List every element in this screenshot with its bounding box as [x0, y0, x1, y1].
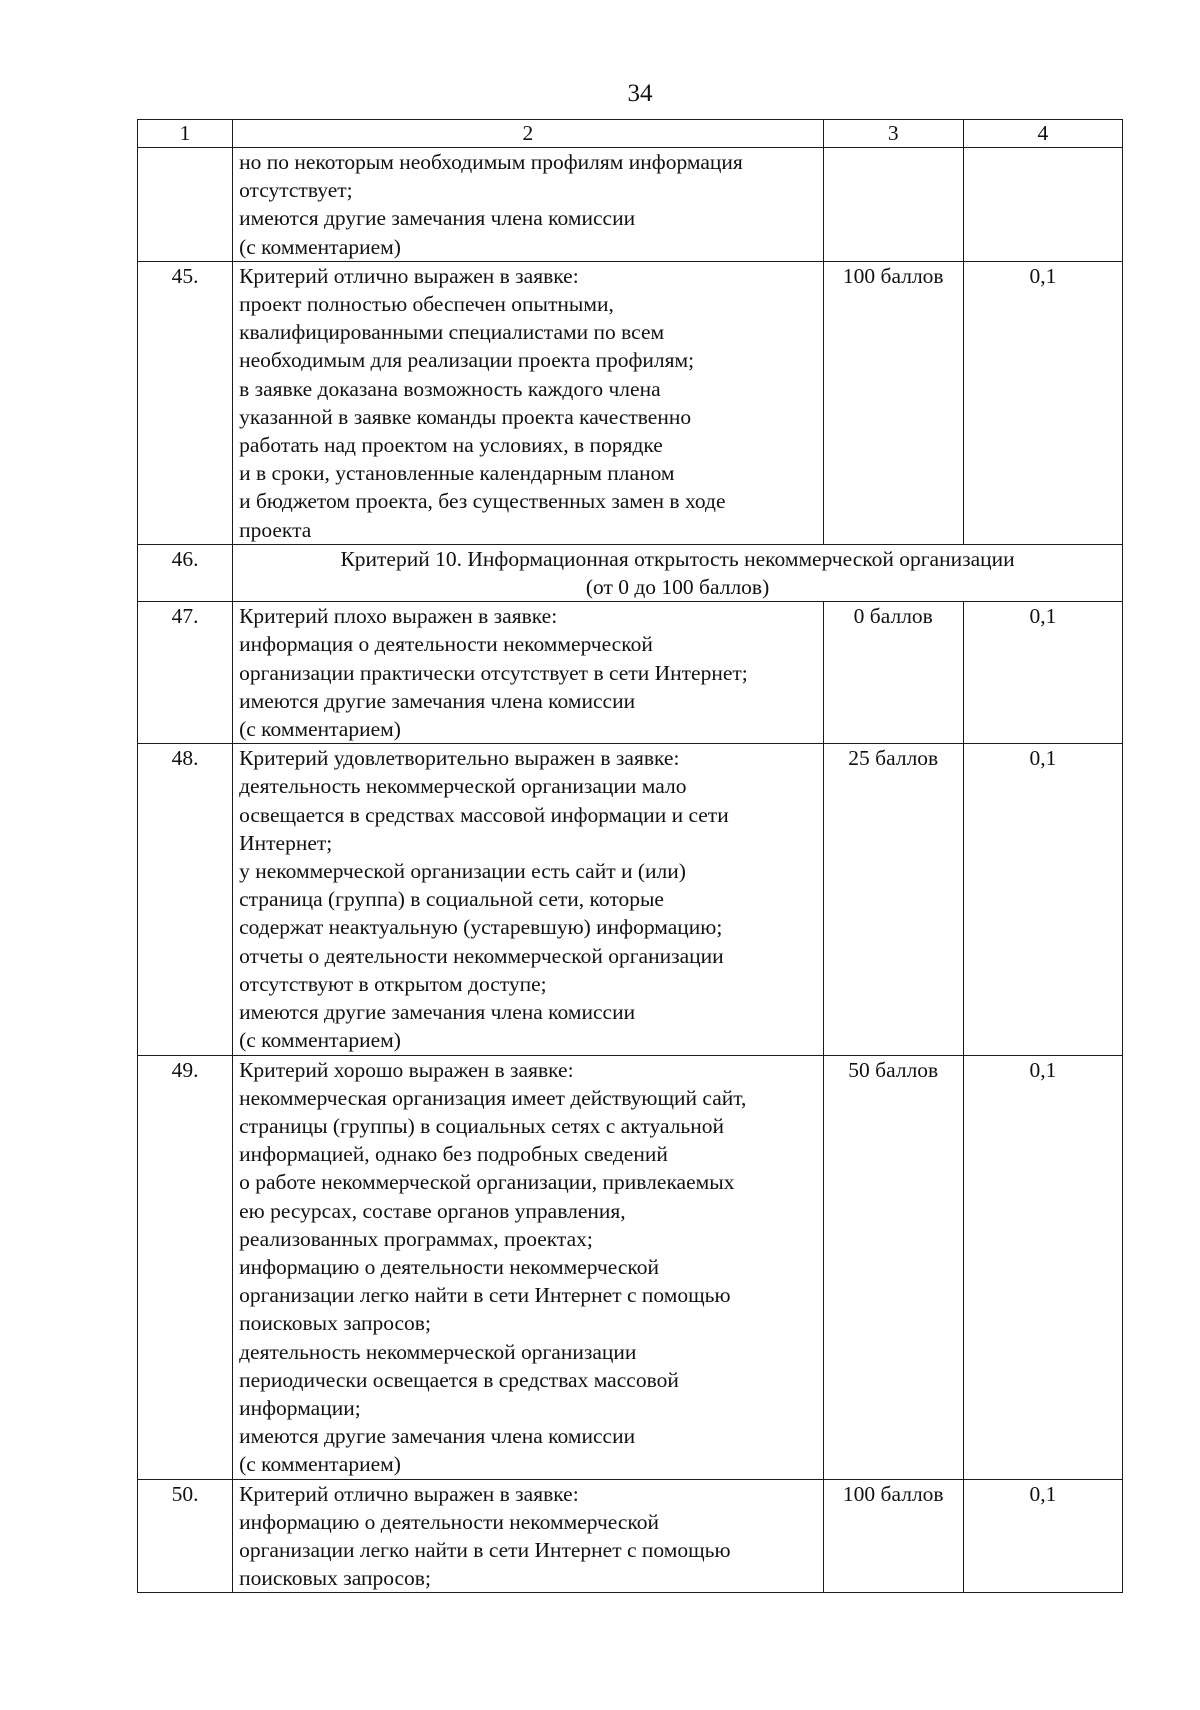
row-number — [138, 148, 233, 262]
description-line: (с комментарием) — [239, 234, 401, 259]
section-heading-line: (от 0 до 100 баллов) — [585, 575, 770, 600]
description-line: имеются другие замечания члена комиссии — [239, 688, 636, 713]
description-line: организации легко найти в сети Интернет с помощью — [239, 1537, 731, 1562]
description-line: в заявке доказана возможность каждого члена — [239, 376, 661, 401]
description-line: но по некоторым необходимым профилям информация — [239, 150, 743, 174]
weight-value: 0,1 — [963, 1479, 1122, 1593]
row-number: 46. — [138, 544, 233, 601]
description-line: поисковых запросов; — [239, 1311, 431, 1336]
description-line: проекта — [239, 517, 312, 542]
table-row — [138, 744, 1123, 1055]
description-line: Критерий отлично выражен в заявке: — [239, 263, 579, 288]
row-number: 47. — [138, 602, 233, 744]
description-line: организации практически отсутствует в сети Интернет; — [239, 660, 748, 685]
row-number: 49. — [138, 1055, 233, 1479]
description-line: имеются другие замечания члена комиссии — [239, 206, 636, 231]
section-heading-line: Критерий 10. Информационная открытость некоммерческой организации — [340, 546, 1015, 571]
table-row — [138, 602, 1123, 744]
description-line: (с комментарием) — [239, 1452, 401, 1477]
header-col-4: 4 — [963, 120, 1122, 148]
description-line: (с комментарием) — [239, 717, 401, 742]
description-line: необходимым для реализации проекта профилям; — [239, 348, 695, 373]
header-col-3: 3 — [823, 120, 963, 148]
page-number: 34 — [627, 80, 653, 107]
description-line: Критерий удовлетворительно выражен в заявке: — [239, 746, 680, 771]
description-line: страницы (группы) в социальных сетях с актуальной — [239, 1113, 724, 1138]
description-line: работать над проектом на условиях, в порядке — [239, 433, 663, 458]
row-number: 45. — [138, 261, 233, 544]
description-line: деятельность некоммерческой организации — [239, 1339, 637, 1364]
description-line: страница (группа) в социальной сети, которые — [239, 887, 664, 912]
criteria-table-body — [138, 120, 1123, 1593]
criterion-description — [233, 602, 824, 744]
table-row — [138, 261, 1123, 544]
row-number: 48. — [138, 744, 233, 1055]
criteria-table — [137, 119, 1123, 1593]
description-line: Критерий хорошо выражен в заявке: — [239, 1057, 574, 1082]
description-line: указанной в заявке команды проекта качественно — [239, 404, 692, 429]
description-line: информацией, однако без подробных сведений — [239, 1142, 668, 1167]
header-col-1: 1 — [138, 120, 233, 148]
section-heading — [233, 544, 1123, 601]
description-line: информацию о деятельности некоммерческой — [239, 1254, 659, 1279]
description-line: проект полностью обеспечен опытными, — [239, 292, 614, 317]
description-line: ею ресурсах, составе органов управления, — [239, 1198, 626, 1223]
criterion-description — [233, 1479, 824, 1593]
description-line: Критерий отлично выражен в заявке: — [239, 1481, 579, 1506]
table-row — [138, 544, 1123, 601]
score-value: 25 баллов — [823, 744, 963, 1055]
description-line: квалифицированными специалистами по всем — [239, 320, 665, 345]
score-value: 0 баллов — [823, 602, 963, 744]
description-line: отсутствует; — [239, 178, 353, 203]
description-line: содержат неактуальную (устаревшую) информацию; — [239, 915, 723, 940]
description-line: поисковых запросов; — [239, 1566, 431, 1591]
description-line: деятельность некоммерческой организации мало — [239, 774, 687, 799]
header-col-2: 2 — [233, 120, 824, 148]
description-line: организации легко найти в сети Интернет с помощью — [239, 1283, 731, 1308]
description-line: отчеты о деятельности некоммерческой организации — [239, 943, 724, 968]
description-line: у некоммерческой организации есть сайт и (или) — [239, 859, 686, 884]
table-row — [138, 148, 1123, 262]
description-line: освещается в средствах массовой информации и сети — [239, 802, 729, 827]
description-line: информацию о деятельности некоммерческой — [239, 1509, 659, 1534]
weight-value — [963, 148, 1122, 262]
description-line: о работе некоммерческой организации, привлекаемых — [239, 1170, 735, 1195]
row-number: 50. — [138, 1479, 233, 1593]
table-header-row — [138, 120, 1123, 148]
criterion-description — [233, 744, 824, 1055]
description-line: информация о деятельности некоммерческой — [239, 632, 653, 657]
description-line: Критерий плохо выражен в заявке: — [239, 604, 558, 629]
score-value: 50 баллов — [823, 1055, 963, 1479]
description-line: информации; — [239, 1395, 361, 1420]
criterion-description — [233, 148, 824, 262]
weight-value: 0,1 — [963, 1055, 1122, 1479]
score-value — [823, 148, 963, 262]
description-line: имеются другие замечания члена комиссии — [239, 1424, 636, 1449]
score-value: 100 баллов — [823, 261, 963, 544]
description-line: отсутствуют в открытом доступе; — [239, 971, 547, 996]
description-line: (с комментарием) — [239, 1028, 401, 1053]
weight-value: 0,1 — [963, 744, 1122, 1055]
description-line: имеются другие замечания члена комиссии — [239, 1000, 636, 1025]
description-line: некоммерческая организация имеет действующий сайт, — [239, 1085, 747, 1110]
description-line: периодически освещается в средствах массовой — [239, 1367, 679, 1392]
criterion-description — [233, 1055, 824, 1479]
weight-value: 0,1 — [963, 261, 1122, 544]
table-row — [138, 1055, 1123, 1479]
criterion-description — [233, 261, 824, 544]
description-line: Интернет; — [239, 830, 333, 855]
description-line: и в сроки, установленные календарным планом — [239, 461, 675, 486]
description-line: и бюджетом проекта, без существенных замен в ходе — [239, 489, 726, 514]
description-line: реализованных программах, проектах; — [239, 1226, 593, 1251]
weight-value: 0,1 — [963, 602, 1122, 744]
table-row — [138, 1479, 1123, 1593]
score-value: 100 баллов — [823, 1479, 963, 1593]
